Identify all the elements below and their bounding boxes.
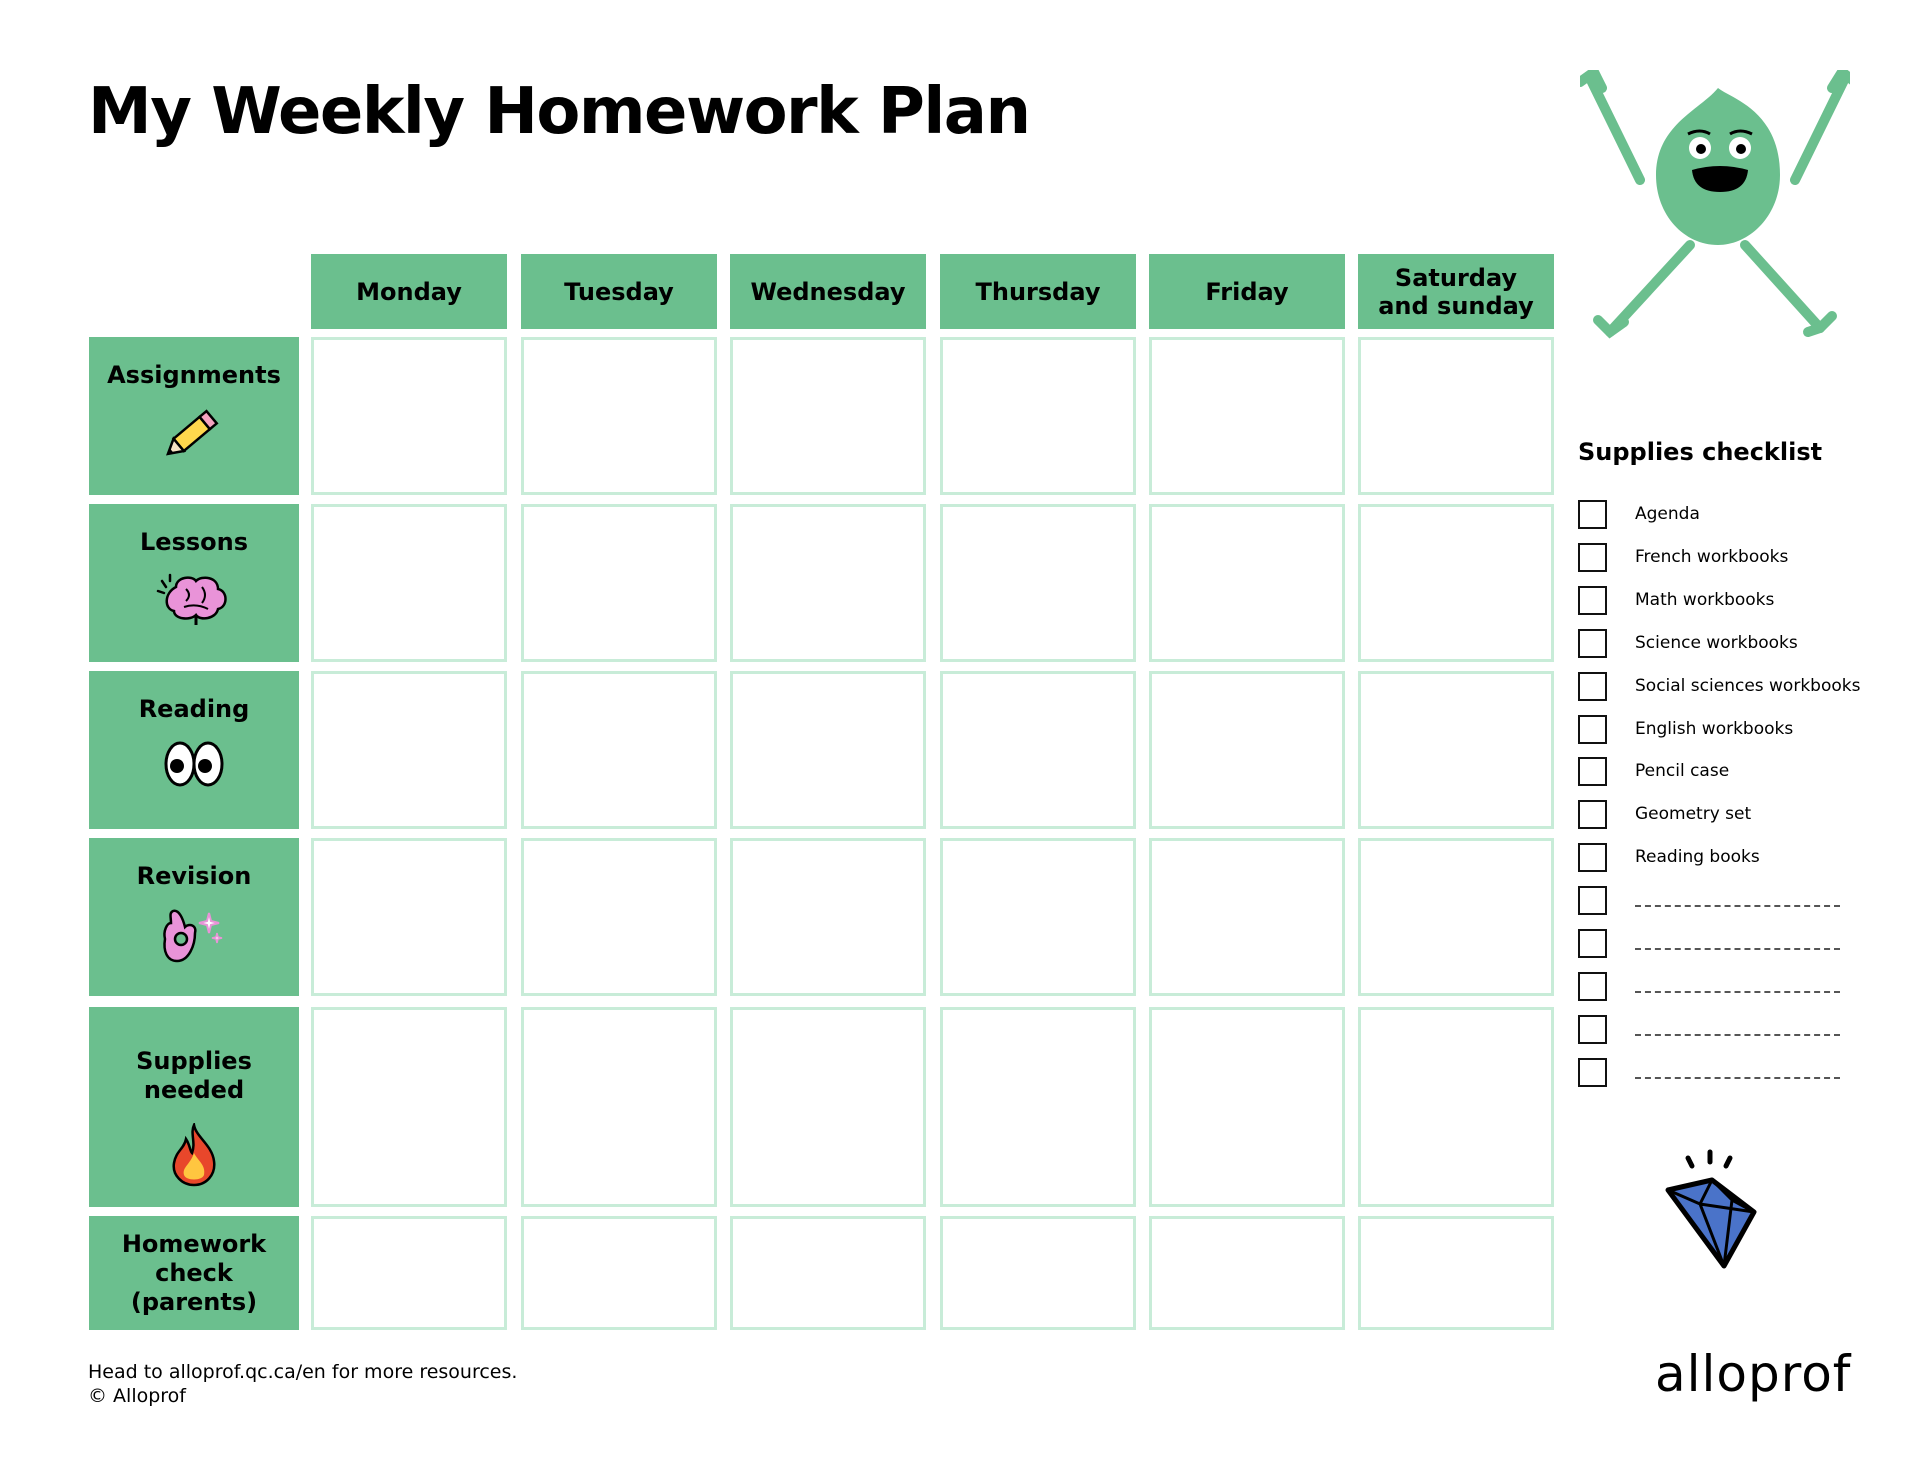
brand-logo: alloprof <box>1655 1345 1852 1403</box>
row-header-supplies-needed <box>89 1007 299 1207</box>
checklist-label: French workbooks <box>1635 547 1789 567</box>
checklist-blank-item[interactable] <box>1578 929 1878 965</box>
grid-cell[interactable] <box>311 504 507 662</box>
checklist-item[interactable] <box>1578 672 1878 708</box>
grid-cell[interactable] <box>521 504 717 662</box>
row-label: Lessons <box>140 528 248 556</box>
grid-cell[interactable] <box>1149 1007 1345 1207</box>
checklist-blank-item[interactable] <box>1578 1058 1878 1094</box>
row-label: Supplies needed <box>136 1047 252 1104</box>
grid-cell[interactable] <box>311 671 507 829</box>
grid-cell[interactable] <box>1149 838 1345 996</box>
grid-cell[interactable] <box>521 337 717 495</box>
checkbox[interactable] <box>1578 500 1607 529</box>
grid-cell[interactable] <box>940 337 1136 495</box>
grid-cell[interactable] <box>521 838 717 996</box>
checklist-item[interactable] <box>1578 629 1878 665</box>
grid-cell[interactable] <box>1358 337 1554 495</box>
page-title: My Weekly Homework Plan <box>88 75 1030 149</box>
mascot-illustration <box>1580 70 1850 344</box>
checklist-item[interactable] <box>1578 586 1878 622</box>
grid-cell[interactable] <box>1358 504 1554 662</box>
checklist-label: Pencil case <box>1635 761 1730 781</box>
checkbox[interactable] <box>1578 886 1607 915</box>
grid-cell[interactable] <box>311 838 507 996</box>
day-header-tuesday: Tuesday <box>521 254 717 329</box>
grid-cell[interactable] <box>311 1007 507 1207</box>
fire-icon <box>168 1123 220 1187</box>
grid-cell[interactable] <box>311 1216 507 1330</box>
ok-hand-icon <box>159 905 229 965</box>
row-header-revision <box>89 838 299 996</box>
checklist-label: Geometry set <box>1635 804 1752 824</box>
row-label: Assignments <box>107 361 281 389</box>
blank-line[interactable] <box>1635 905 1840 907</box>
checklist-label: Agenda <box>1635 504 1700 524</box>
grid-cell[interactable] <box>311 337 507 495</box>
checkbox[interactable] <box>1578 972 1607 1001</box>
checklist-item[interactable] <box>1578 715 1878 751</box>
grid-cell[interactable] <box>1149 1216 1345 1330</box>
grid-cell[interactable] <box>730 1216 926 1330</box>
checkbox[interactable] <box>1578 715 1607 744</box>
day-header-wednesday: Wednesday <box>730 254 926 329</box>
grid-cell[interactable] <box>1358 1216 1554 1330</box>
checklist-item[interactable] <box>1578 500 1878 536</box>
brain-icon <box>156 571 232 627</box>
checkbox[interactable] <box>1578 929 1607 958</box>
checklist-item[interactable] <box>1578 800 1878 836</box>
grid-cell[interactable] <box>1149 504 1345 662</box>
checkbox[interactable] <box>1578 843 1607 872</box>
footer-resources-link[interactable]: Head to alloprof.qc.ca/en for more resources. <box>88 1361 518 1383</box>
grid-cell[interactable] <box>521 1007 717 1207</box>
checklist-blank-item[interactable] <box>1578 1015 1878 1051</box>
checkbox[interactable] <box>1578 586 1607 615</box>
checklist-label: Math workbooks <box>1635 590 1775 610</box>
checklist-title: Supplies checklist <box>1578 438 1823 466</box>
row-header-reading <box>89 671 299 829</box>
checkbox[interactable] <box>1578 629 1607 658</box>
grid-cell[interactable] <box>730 337 926 495</box>
checkbox[interactable] <box>1578 800 1607 829</box>
grid-cell[interactable] <box>730 838 926 996</box>
grid-cell[interactable] <box>1358 838 1554 996</box>
checklist-blank-item[interactable] <box>1578 972 1878 1008</box>
homework-grid <box>89 254 1553 1330</box>
row-header-homework-check <box>89 1216 299 1330</box>
day-header-friday: Friday <box>1149 254 1345 329</box>
day-header-monday: Monday <box>311 254 507 329</box>
checkbox[interactable] <box>1578 1058 1607 1087</box>
checklist-label: English workbooks <box>1635 719 1794 739</box>
day-header-weekend: Saturday and sunday <box>1358 254 1554 329</box>
footer-copyright: © Alloprof <box>88 1385 186 1407</box>
grid-cell[interactable] <box>521 671 717 829</box>
checklist-item[interactable] <box>1578 757 1878 793</box>
checklist-label: Science workbooks <box>1635 633 1798 653</box>
blank-line[interactable] <box>1635 991 1840 993</box>
day-header-thursday: Thursday <box>940 254 1136 329</box>
row-label: Revision <box>136 862 252 890</box>
grid-cell[interactable] <box>1149 337 1345 495</box>
footer <box>88 1360 517 1408</box>
grid-cell[interactable] <box>521 1216 717 1330</box>
grid-cell[interactable] <box>940 1216 1136 1330</box>
checklist-blank-item[interactable] <box>1578 886 1878 922</box>
checkbox[interactable] <box>1578 1015 1607 1044</box>
blank-line[interactable] <box>1635 948 1840 950</box>
eyes-icon <box>163 738 225 790</box>
row-label: Reading <box>138 695 250 723</box>
grid-cell[interactable] <box>1358 671 1554 829</box>
row-header-assignments <box>89 337 299 495</box>
pencil-icon <box>166 404 222 460</box>
grid-cell[interactable] <box>1149 671 1345 829</box>
checkbox[interactable] <box>1578 543 1607 572</box>
row-label: Homework check (parents) <box>121 1229 267 1316</box>
grid-cell[interactable] <box>940 671 1136 829</box>
row-header-lessons <box>89 504 299 662</box>
checklist-label: Reading books <box>1635 847 1760 867</box>
grid-cell[interactable] <box>940 838 1136 996</box>
blank-line[interactable] <box>1635 1077 1840 1079</box>
checklist-item[interactable] <box>1578 843 1878 879</box>
grid-cell[interactable] <box>730 504 926 662</box>
blank-line[interactable] <box>1635 1034 1840 1036</box>
checkbox[interactable] <box>1578 672 1607 701</box>
diamond-icon <box>1660 1148 1770 1276</box>
checklist-label: Social sciences workbooks <box>1635 676 1861 696</box>
checkbox[interactable] <box>1578 757 1607 786</box>
grid-cell[interactable] <box>730 671 926 829</box>
grid-cell[interactable] <box>1358 1007 1554 1207</box>
grid-cell[interactable] <box>940 1007 1136 1207</box>
grid-cell[interactable] <box>730 1007 926 1207</box>
grid-cell[interactable] <box>940 504 1136 662</box>
checklist-item[interactable] <box>1578 543 1878 579</box>
